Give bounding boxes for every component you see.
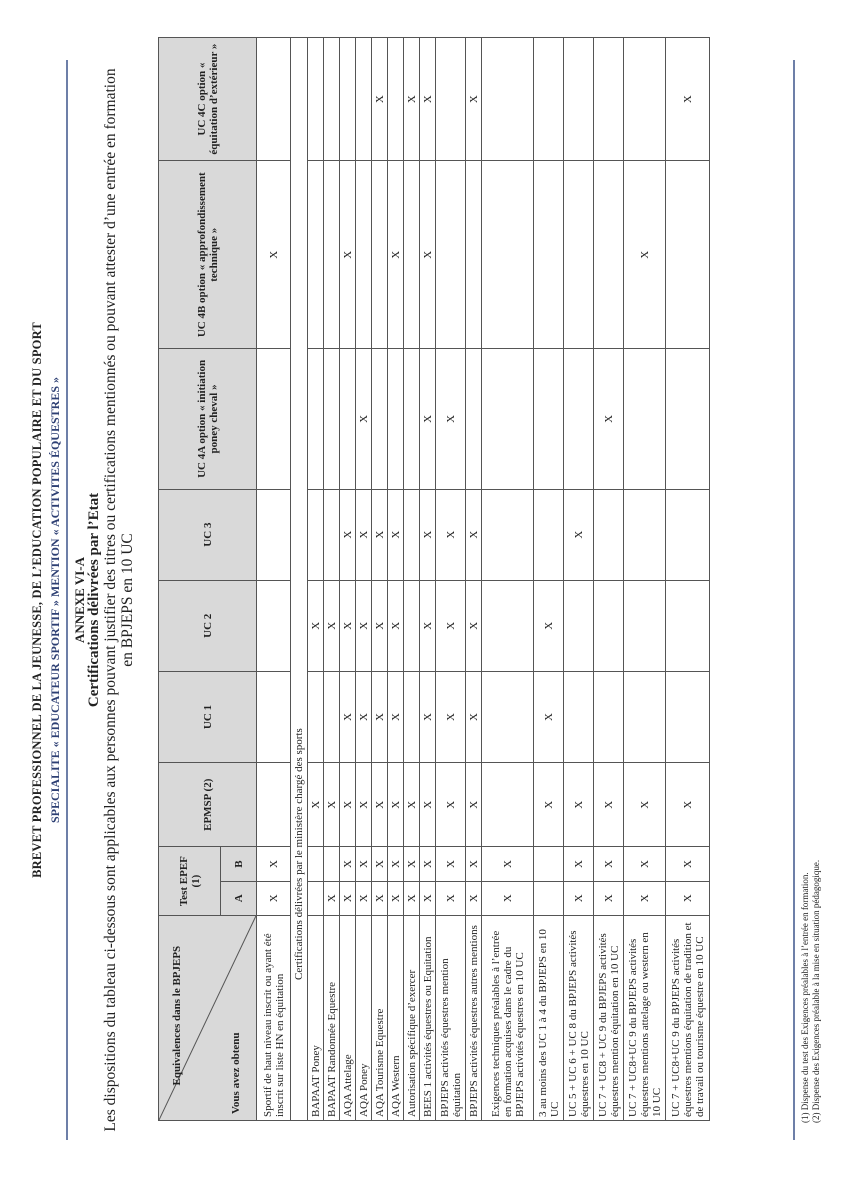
row-label: AQA Western <box>388 915 404 1120</box>
corner-header-obtained: Vous avez obtenu <box>230 1032 242 1114</box>
table-row <box>324 38 340 1121</box>
footer-rule <box>793 60 795 1140</box>
header-uc4a: UC 4A option « initiation poney cheval » <box>159 349 257 489</box>
table-cell: X <box>420 580 436 671</box>
table-cell: X <box>372 38 388 161</box>
equivalence-table <box>158 37 710 1121</box>
table-cell: X <box>436 489 466 580</box>
table-cell <box>436 38 466 161</box>
table-cell <box>340 38 356 161</box>
table-cell: X <box>436 580 466 671</box>
table-cell <box>404 161 420 349</box>
table-cell <box>372 161 388 349</box>
table-body <box>257 38 710 1121</box>
table-cell: X <box>372 763 388 847</box>
row-label: BEES 1 activités équestres ou Equitation <box>420 915 436 1120</box>
table-cell <box>534 161 564 349</box>
table-cell <box>404 580 420 671</box>
table-cell: X <box>564 763 594 847</box>
table-cell: X <box>308 580 324 671</box>
table-cell <box>564 671 594 762</box>
table-cell <box>534 881 564 915</box>
table-cell <box>564 38 594 161</box>
table-cell: X <box>466 580 482 671</box>
corner-header-equivalences: Equivalences dans le BPJEPS <box>171 945 183 1086</box>
table-cell: X <box>466 847 482 881</box>
table-cell <box>624 671 666 762</box>
table-cell: X <box>404 881 420 915</box>
table-cell <box>466 349 482 489</box>
table-cell: X <box>308 763 324 847</box>
table-cell: X <box>340 161 356 349</box>
table-cell <box>624 38 666 161</box>
row-label: UC 5 + UC 6 + UC 8 du BPJEPS activités équestres en 10 UC <box>564 915 594 1120</box>
table-row <box>482 38 534 1121</box>
table-cell <box>356 38 372 161</box>
table-cell <box>482 349 534 489</box>
table-cell: X <box>594 847 624 881</box>
table-row <box>564 38 594 1121</box>
table-cell: X <box>404 38 420 161</box>
table-row <box>436 38 466 1121</box>
table-cell: X <box>372 881 388 915</box>
table-cell: X <box>436 763 466 847</box>
table-cell: X <box>534 580 564 671</box>
table-cell <box>257 489 291 580</box>
table-cell <box>308 161 324 349</box>
table-header-row <box>159 38 221 1121</box>
table-cell: X <box>404 763 420 847</box>
table-cell: X <box>324 881 340 915</box>
table-cell <box>534 38 564 161</box>
table-cell: X <box>420 161 436 349</box>
header-rule <box>66 60 68 1140</box>
table-cell <box>324 489 340 580</box>
table-cell: X <box>420 489 436 580</box>
table-cell <box>404 671 420 762</box>
row-label: Autorisation spécifique d’exercer <box>404 915 420 1120</box>
table-row <box>388 38 404 1121</box>
table-cell: X <box>404 847 420 881</box>
table-cell: X <box>356 489 372 580</box>
header-epmsp: EPMSP (2) <box>159 763 257 847</box>
table-cell: X <box>340 847 356 881</box>
row-label: Sportif de haut niveau inscrit ou ayant été inscrit sur liste HN en équitation <box>257 915 291 1120</box>
table-cell: X <box>624 161 666 349</box>
table-cell: X <box>324 763 340 847</box>
table-cell <box>482 489 534 580</box>
table-cell: X <box>388 489 404 580</box>
table-cell: X <box>388 847 404 881</box>
table-cell: X <box>666 763 710 847</box>
table-cell: X <box>356 580 372 671</box>
table-cell <box>257 580 291 671</box>
header-uc3: UC 3 <box>159 489 257 580</box>
row-label: AQA Poney <box>356 915 372 1120</box>
table-cell <box>666 580 710 671</box>
table-row <box>308 38 324 1121</box>
table-cell: X <box>594 881 624 915</box>
table-cell: X <box>340 671 356 762</box>
table-cell <box>257 671 291 762</box>
table-cell: X <box>564 881 594 915</box>
section-label: Certifications délivrées par le ministère chargé des sports <box>291 38 308 1121</box>
footnote-2: (2) Dispense des Exigences préalable à la mise en situation pédagogique. <box>811 859 821 1123</box>
table-cell: X <box>388 671 404 762</box>
footnote-1: (1) Dispense du test des Exigences préalables à l’entrée en formation. <box>800 872 810 1123</box>
header-uc4c: UC 4C option « équitation d’extérieur » <box>159 38 257 161</box>
table-cell: X <box>356 671 372 762</box>
document-header-title: BREVET PROFESSIONNEL DE LA JEUNESSE, DE L’EDUCATION POPULAIRE ET DU SPORT <box>30 322 44 878</box>
table-cell: X <box>534 671 564 762</box>
table-row <box>372 38 388 1121</box>
table-cell <box>324 161 340 349</box>
table-row <box>420 38 436 1121</box>
row-label: 3 au moins des UC 1 à 4 du BPJEPS en 10 UC <box>534 915 564 1120</box>
row-label: Exigences techniques préalables à l’entrée en formation acquises dans le cadre du BPJEPS activités équestres en 10 UC <box>482 915 534 1120</box>
table-cell <box>388 349 404 489</box>
table-cell: X <box>624 847 666 881</box>
row-label: UC 7 + UC8 + UC 9 du BPJEPS activités équestres mention équitation en 10 UC <box>594 915 624 1120</box>
corner-header-cell <box>159 915 257 1120</box>
table-cell <box>308 847 324 881</box>
table-cell: X <box>564 847 594 881</box>
table-cell <box>594 489 624 580</box>
row-label: AQA Tourisme Equestre <box>372 915 388 1120</box>
table-cell: X <box>436 881 466 915</box>
table-row <box>466 38 482 1121</box>
table-cell: X <box>324 580 340 671</box>
table-cell: X <box>356 349 372 489</box>
table-cell: X <box>340 580 356 671</box>
section-row <box>291 38 308 1121</box>
table-cell: X <box>372 489 388 580</box>
table-cell: X <box>420 349 436 489</box>
table-cell <box>534 349 564 489</box>
table-cell: X <box>420 671 436 762</box>
table-cell <box>624 489 666 580</box>
table-cell <box>482 580 534 671</box>
table-cell: X <box>436 847 466 881</box>
table-cell <box>308 881 324 915</box>
table-cell: X <box>257 881 291 915</box>
table-cell <box>482 763 534 847</box>
intro-paragraph: Les dispositions du tableau ci-dessous sont applicables aux personnes pouvant justifier des titres ou certifications mentionnés ou pouvant attester d’une entrée en formation en BPJEPS en 10 UC <box>102 68 136 1132</box>
header-test-epef: Test EPEF (1) <box>159 847 221 915</box>
table-cell <box>666 349 710 489</box>
table-row <box>404 38 420 1121</box>
row-label: UC 7 + UC8+UC 9 du BPJEPS activités équestres mentions équitation de tradition et de travail ou tourisme équestre en 10 UC <box>666 915 710 1120</box>
table-cell: X <box>388 580 404 671</box>
table-cell: X <box>466 38 482 161</box>
row-label: BAPAAT Randonnée Equestre <box>324 915 340 1120</box>
table-cell: X <box>388 763 404 847</box>
table-cell: X <box>257 847 291 881</box>
row-label: AQA Attelage <box>340 915 356 1120</box>
table-cell <box>308 349 324 489</box>
header-uc1: UC 1 <box>159 671 257 762</box>
table-cell <box>564 349 594 489</box>
table-cell: X <box>564 489 594 580</box>
table-cell: X <box>466 881 482 915</box>
table-cell: X <box>372 671 388 762</box>
table-cell: X <box>420 847 436 881</box>
table-cell: X <box>372 580 388 671</box>
table-cell <box>257 763 291 847</box>
table-cell <box>564 161 594 349</box>
table-cell: X <box>340 881 356 915</box>
table-row <box>340 38 356 1121</box>
row-label: BPJEPS activités équestres mention équitation <box>436 915 466 1120</box>
table-cell: X <box>388 881 404 915</box>
table-cell <box>624 349 666 489</box>
table-cell <box>372 349 388 489</box>
table-cell <box>594 580 624 671</box>
table-cell <box>324 671 340 762</box>
table-cell <box>564 580 594 671</box>
table-cell: X <box>466 763 482 847</box>
table-cell: X <box>340 489 356 580</box>
table-cell <box>308 489 324 580</box>
table-row <box>257 38 291 1121</box>
table-cell: X <box>420 881 436 915</box>
table-cell <box>308 671 324 762</box>
header-test-b: B <box>221 847 257 881</box>
table-cell: X <box>356 881 372 915</box>
table-cell: X <box>594 349 624 489</box>
table-cell <box>404 489 420 580</box>
table-cell: X <box>482 847 534 881</box>
table-cell: X <box>340 763 356 847</box>
document-header-specialty: SPECIALITE « EDUCATEUR SPORTIF » MENTION « ACTIVITES ÉQUESTRES » <box>48 377 62 824</box>
row-label: UC 7 + UC8+UC 9 du BPJEPS activités équestres mentions attelage ou western en 10 UC <box>624 915 666 1120</box>
table-cell <box>388 38 404 161</box>
table-cell <box>308 38 324 161</box>
table-cell: X <box>436 349 466 489</box>
table-cell <box>356 161 372 349</box>
table-cell: X <box>372 847 388 881</box>
table-row <box>624 38 666 1121</box>
table-cell <box>594 38 624 161</box>
table-cell <box>666 161 710 349</box>
table-cell <box>257 38 291 161</box>
annexe-subtitle: Certifications délivrées par l’Etat <box>86 492 102 708</box>
table-cell: X <box>534 763 564 847</box>
footnotes <box>800 860 822 1123</box>
table-cell: X <box>666 847 710 881</box>
table-cell: X <box>466 489 482 580</box>
table-cell: X <box>594 763 624 847</box>
table-cell <box>534 847 564 881</box>
table-cell: X <box>666 881 710 915</box>
table-cell <box>324 847 340 881</box>
header-test-a: A <box>221 881 257 915</box>
table-cell <box>666 671 710 762</box>
table-cell: X <box>356 763 372 847</box>
table-row <box>666 38 710 1121</box>
header-uc2: UC 2 <box>159 580 257 671</box>
table-cell: X <box>388 161 404 349</box>
table-cell <box>594 671 624 762</box>
row-label: BAPAAT Poney <box>308 915 324 1120</box>
header-uc4b: UC 4B option « approfondissement technique » <box>159 161 257 349</box>
table-cell: X <box>356 847 372 881</box>
table-cell <box>534 489 564 580</box>
table-cell <box>324 349 340 489</box>
table-cell <box>624 580 666 671</box>
table-cell <box>482 161 534 349</box>
table-cell <box>594 161 624 349</box>
table-row <box>356 38 372 1121</box>
table-cell <box>466 161 482 349</box>
table-cell <box>257 349 291 489</box>
table-cell: X <box>624 881 666 915</box>
table-cell: X <box>257 161 291 349</box>
table-cell <box>666 489 710 580</box>
table-row <box>534 38 564 1121</box>
table-cell: X <box>420 38 436 161</box>
row-label: BPJEPS activités équestres autres mentions <box>466 915 482 1120</box>
table-cell <box>404 349 420 489</box>
table-row <box>594 38 624 1121</box>
table-cell: X <box>482 881 534 915</box>
table-cell <box>482 671 534 762</box>
table-cell <box>436 161 466 349</box>
table-cell <box>340 349 356 489</box>
table-cell: X <box>436 671 466 762</box>
table-cell <box>482 38 534 161</box>
table-cell: X <box>420 763 436 847</box>
table-cell: X <box>666 38 710 161</box>
table-cell: X <box>624 763 666 847</box>
annexe-title: ANNEXE VI-A <box>72 556 87 644</box>
table-cell <box>324 38 340 161</box>
table-cell: X <box>466 671 482 762</box>
